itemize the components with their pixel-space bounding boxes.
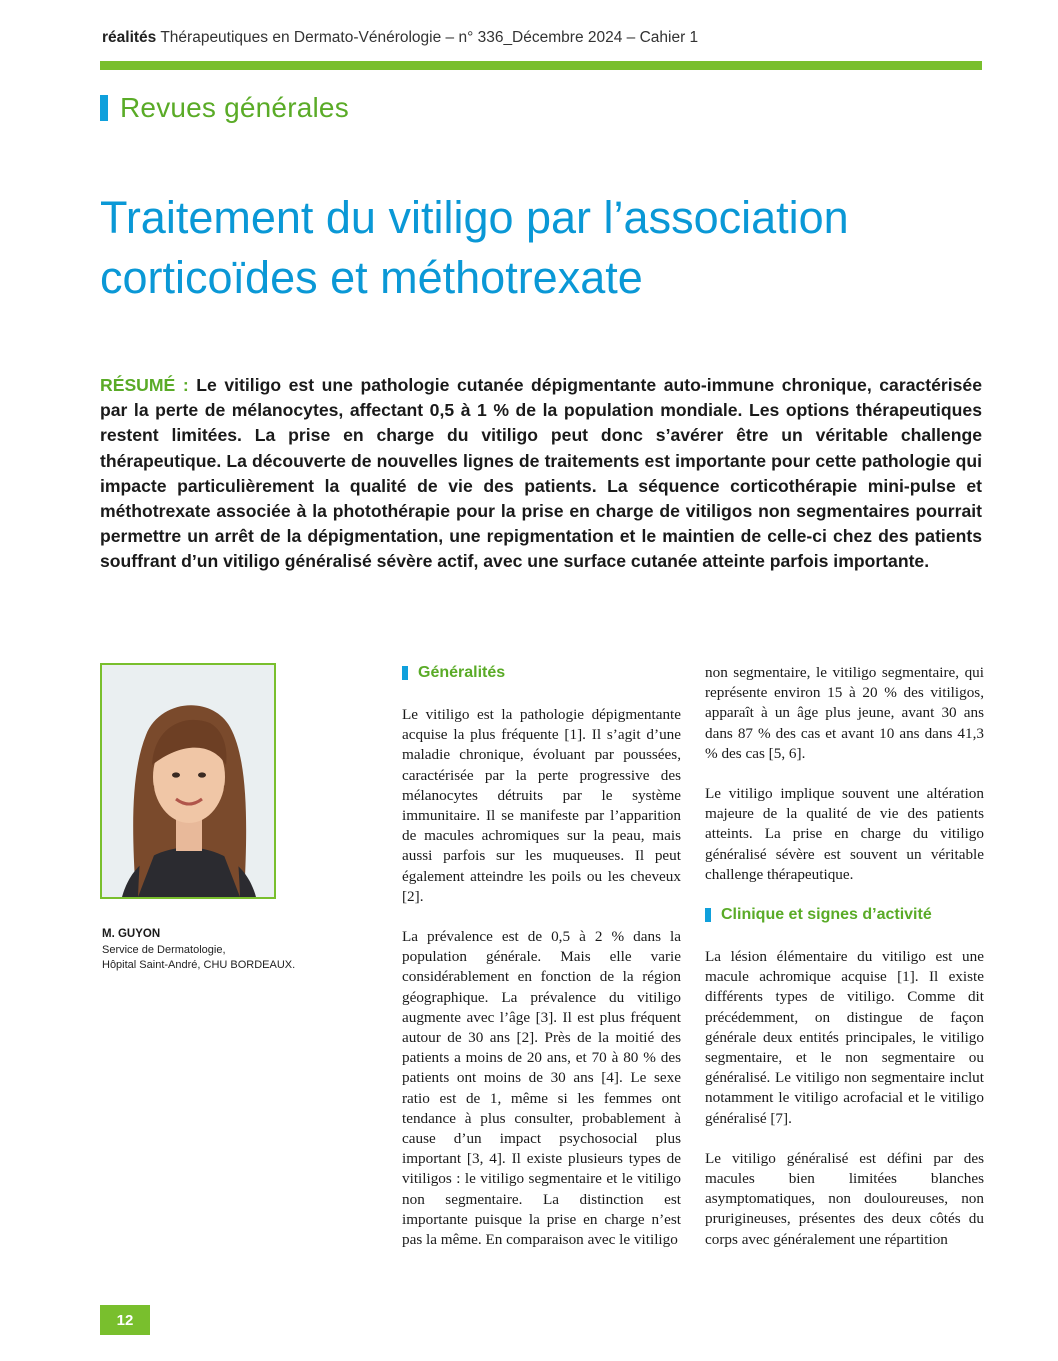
- author-name: M. GUYON: [102, 928, 161, 940]
- article-title: Traitement du vitiligo par l’association corticoïdes et méthotrexate: [100, 192, 849, 303]
- paragraph: Le vitiligo généralisé est défini par des macules bien limitées blanches asymptomatiques, non douloureuses, non prurigineuses, présentes des deux côtés du corps avec généralement une répartition: [705, 1149, 984, 1248]
- header-rule: [100, 61, 982, 70]
- section-label: Revues générales: [120, 92, 349, 123]
- section-heading: [100, 91, 349, 125]
- page-number: 12: [100, 1305, 150, 1335]
- journal-issue: Thérapeutiques en Dermato-Vénérologie – n° 336_Décembre 2024 – Cahier 1: [160, 29, 699, 46]
- subheading-label: Généralités: [418, 663, 506, 681]
- subheading-label: Clinique et signes d’activité: [721, 905, 932, 923]
- paragraph: La prévalence est de 0,5 à 2 % dans la population générale. Mais elle varie considérablement en fonction de la région géographique. La prévalence du vitiligo augmente avec l’âge [3]. Il est plus fréquent autour de 30 ans [2]. Près de la moitié des patients a moins de 20 ans, et 70 à 80 % des patients ont moins de 30 ans [4]. Le sexe ratio est de 1, même si les femmes ont tendance à plus consulter, probablement à cause d’un impact psychosocial plus important [3, 4]. Il existe plusieurs types de vitiligos : le vitiligo segmentaire et le vitiligo non segmentaire. La distinction est importante puisque la prise en charge n’est pas la même. En comparaison avec le vitiligo: [402, 928, 681, 1249]
- abstract-text: Le vitiligo est une pathologie cutanée dépigmentante auto-immune chronique, caractérisée par la perte de mélanocytes, affectant 0,5 à 1 % de la population mondiale. Les options thérapeutiques restent limitées. La prise en charge du vitiligo peut donc s’avérer être un véritable challenge thérapeutique. La découverte de nouvelles lignes de traitements est importante pour cette pathologie qui impacte particulièrement la qualité de vie des patients. La séquence corticothérapie mini-pulse et méthotrexate associée à la photothérapie pour la prise en charge de vitiligos non segmentaires pourrait permettre un arrêt de la dépigmentation, une repigmentation et le maintien de celle-ci chez des patients souffrant d’un vitiligo généralisé sévère actif, avec une surface cutanée atteinte parfois importante.: [100, 375, 982, 572]
- text-column-2: [705, 663, 984, 1270]
- subheading-clinique: [705, 905, 984, 925]
- paragraph: Le vitiligo est la pathologie dépigmentante acquise la plus fréquente [1]. Il s’agit d’une maladie chronique, évoluant par poussées, caractérisée par la perte progressive des mélanocytes détruits par le système immunitaire. Il se manifeste par l’apparition de macules achromiques sur la peau, mais aussi parfois sur les muqueuses. Il peut également atteindre les poils ou les cheveux [2].: [402, 706, 681, 905]
- paragraph: Le vitiligo implique souvent une altération majeure de la qualité de vie des patients atteints. La prise en charge du vitiligo généralisé sévère est souvent un véritable challenge thérapeutique.: [705, 785, 984, 883]
- running-header: [102, 29, 982, 47]
- paragraph: non segmentaire, le vitiligo segmentaire, qui représente environ 15 à 20 % des vitiligos, apparaît à un âge plus jeune, avant 30 ans dans 87 % des cas et avant 10 ans dans 41,3 % des cas [5, 6].: [705, 664, 984, 762]
- affiliation-line: Hôpital Saint-André, CHU BORDEAUX.: [102, 959, 296, 971]
- paragraph: La lésion élémentaire du vitiligo est une macule achromique acquise [1]. Il existe différents types de vitiligo. Comme dit précédemment, on distingue de façon générale deux entités principales, le vitiligo segmentaire, et le non segmentaire ou généralisé. Le vitiligo non segmentaire inclut notamment le vitiligo acrofacial et le vitiligo généralisé [7].: [705, 948, 984, 1127]
- journal-brand: réalités: [102, 29, 157, 46]
- subheading-marker: [402, 666, 408, 680]
- author-portrait-illustration: [102, 665, 274, 897]
- author-affiliation: [102, 943, 332, 973]
- author-photo: [100, 663, 276, 899]
- affiliation-line: Service de Dermatologie,: [102, 944, 226, 956]
- text-column-1: [402, 663, 681, 1270]
- subheading-generalites: [402, 663, 681, 683]
- subheading-marker: [705, 908, 711, 922]
- abstract-label: RÉSUMÉ :: [100, 375, 189, 395]
- section-marker: [100, 95, 108, 121]
- abstract: [100, 373, 982, 575]
